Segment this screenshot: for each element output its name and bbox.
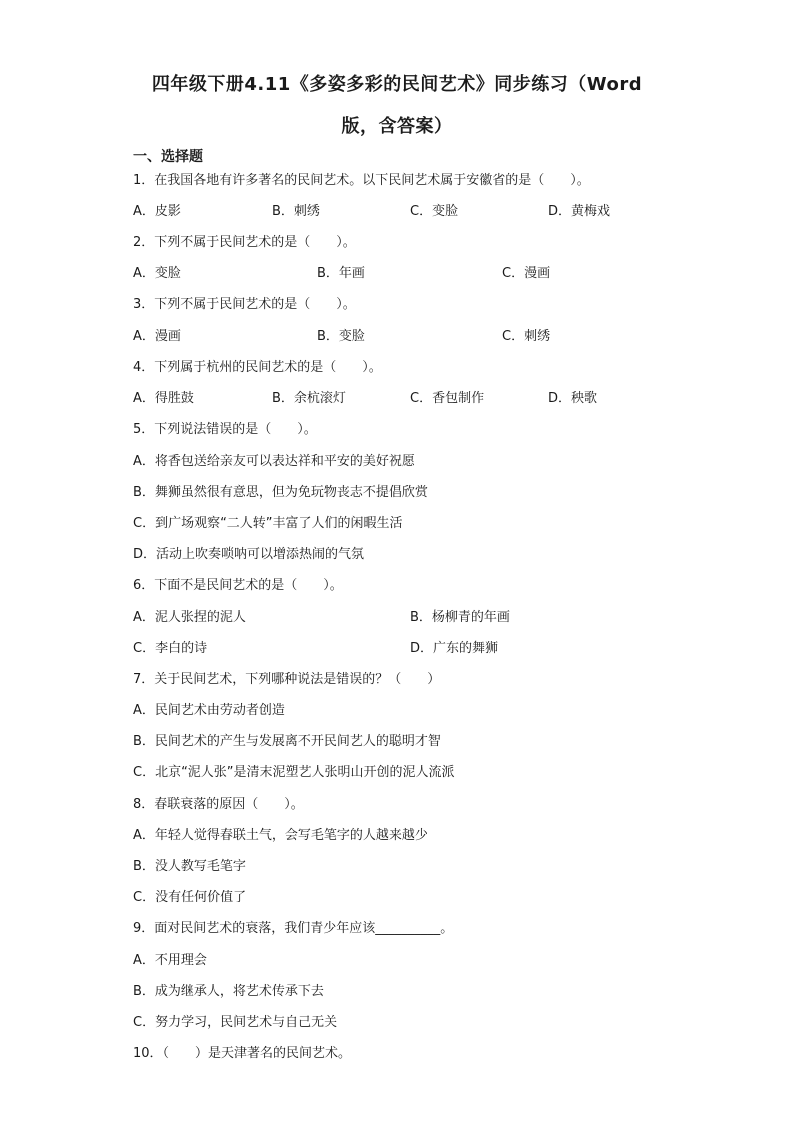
question-4-option-a: A．得胜鼓	[133, 391, 194, 406]
question-2-option-c: C．漫画	[502, 266, 551, 281]
question-4-stem: 4．下列属于杭州的民间艺术的是（ ）。	[133, 360, 382, 375]
question-5-stem: 5．下列说法错误的是（ ）。	[133, 422, 317, 437]
question-6-stem: 6．下面不是民间艺术的是（ ）。	[133, 578, 343, 593]
question-10-stem: 10．（ ）是天津著名的民间艺术。	[133, 1046, 352, 1061]
question-8-option-c: C．没有任何价值了	[133, 890, 247, 905]
question-5-option-c: C．到广场观察“二人转”丰富了人们的闲暇生活	[133, 516, 403, 531]
question-6-option-c: C．李白的诗	[133, 641, 208, 656]
question-2-option-a: A．变脸	[133, 266, 181, 281]
question-9-stem: 9．面对民间艺术的衰落，我们青少年应该__________。	[133, 921, 454, 936]
question-7-option-a: A．民间艺术由劳动者创造	[133, 703, 285, 718]
question-3-option-b: B．变脸	[317, 329, 365, 344]
question-3-option-c: C．刺绣	[502, 329, 551, 344]
question-4-option-c: C．香包制作	[410, 391, 485, 406]
question-2-option-b: B．年画	[317, 266, 365, 281]
question-3-stem: 3．下列不属于民间艺术的是（ ）。	[133, 297, 356, 312]
question-7-option-c: C．北京“泥人张”是清末泥塑艺人张明山开创的泥人流派	[133, 765, 455, 780]
question-1-option-d: D．黄梅戏	[548, 204, 611, 219]
question-5-option-d: D．活动上吹奏唢呐可以增添热闹的气氛	[133, 547, 365, 562]
question-7-option-b: B．民间艺术的产生与发展离不开民间艺人的聪明才智	[133, 734, 441, 749]
question-1-option-c: C．变脸	[410, 204, 459, 219]
question-5-option-b: B．舞狮虽然很有意思，但为免玩物丧志不提倡欣赏	[133, 485, 428, 500]
question-3-option-a: A．漫画	[133, 329, 181, 344]
section-heading: 一、选择题	[133, 149, 203, 165]
question-1-option-b: B．刺绣	[272, 204, 320, 219]
question-9-option-a: A．不用理会	[133, 953, 207, 968]
document-title-line-2: 版，含答案）	[341, 116, 453, 137]
question-4-option-d: D．秧歌	[548, 391, 598, 406]
question-1-stem: 1．在我国各地有许多著名的民间艺术。以下民间艺术属于安徽省的是（ ）。	[133, 173, 590, 188]
question-1-option-a: A．皮影	[133, 204, 181, 219]
question-8-option-a: A．年轻人觉得春联土气，会写毛笔字的人越来越少	[133, 828, 428, 843]
question-8-stem: 8．春联衰落的原因（ ）。	[133, 797, 304, 812]
question-7-stem: 7．关于民间艺术，下列哪种说法是错误的？（ ）	[133, 672, 441, 687]
question-6-option-b: B．杨柳青的年画	[410, 610, 510, 625]
question-9-option-c: C．努力学习，民间艺术与自己无关	[133, 1015, 338, 1030]
document-title-line-1: 四年级下册4.11《多姿多彩的民间艺术》同步练习（Word	[151, 74, 643, 95]
question-2-stem: 2．下列不属于民间艺术的是（ ）。	[133, 235, 356, 250]
question-5-option-a: A．将香包送给亲友可以表达祥和平安的美好祝愿	[133, 454, 415, 469]
question-6-option-d: D．广东的舞狮	[410, 641, 499, 656]
question-6-option-a: A．泥人张捏的泥人	[133, 610, 246, 625]
question-9-option-b: B．成为继承人，将艺术传承下去	[133, 984, 324, 999]
question-8-option-b: B．没人教写毛笔字	[133, 859, 246, 874]
question-4-option-b: B．余杭滚灯	[272, 391, 346, 406]
